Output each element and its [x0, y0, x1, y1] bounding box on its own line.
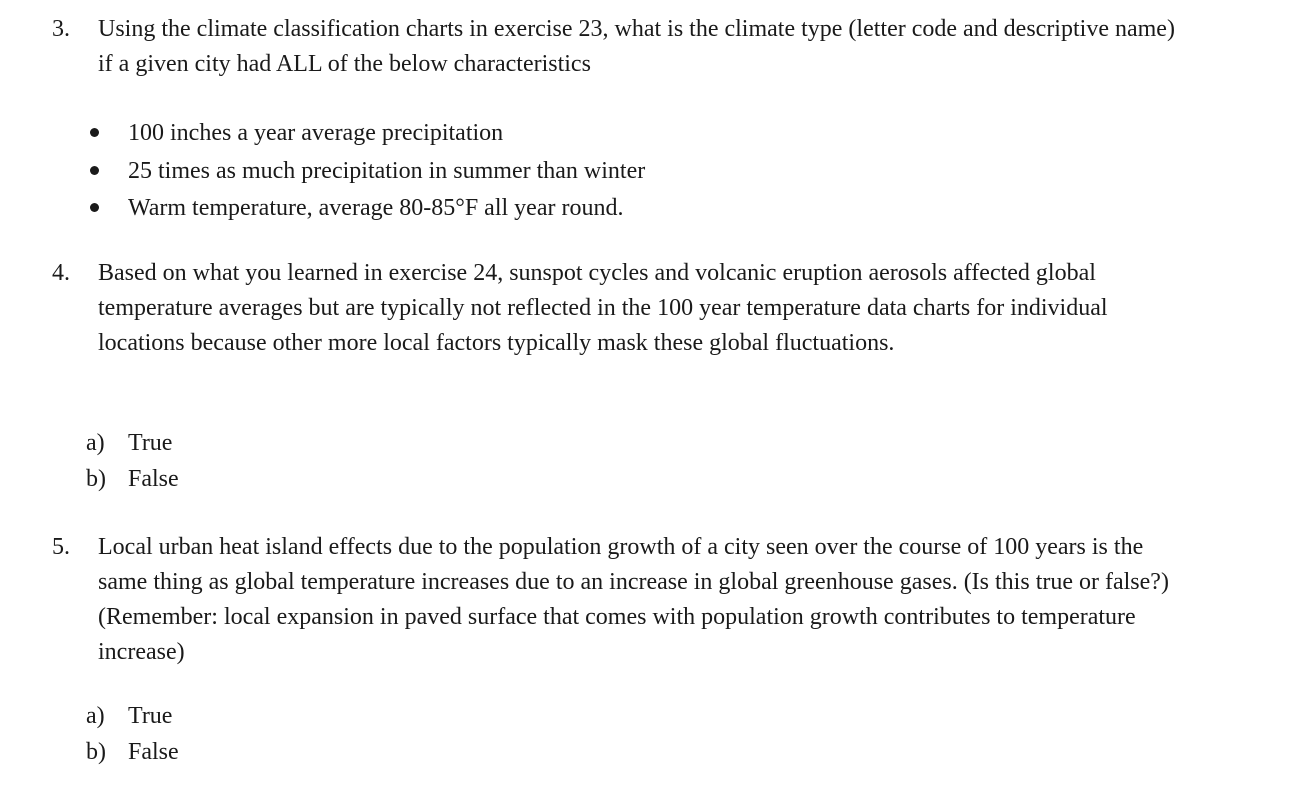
list-item: [90, 115, 645, 153]
option-letter: b): [86, 466, 106, 492]
list-item: [90, 190, 645, 228]
characteristics-list: [90, 115, 645, 228]
bullet-icon: [90, 203, 99, 212]
answer-options: [86, 425, 179, 497]
question-number: 3.: [52, 16, 70, 42]
option-label: False: [128, 739, 179, 765]
bullet-icon: [90, 166, 99, 175]
answer-option-true[interactable]: [86, 425, 179, 461]
question-3: [52, 12, 1252, 82]
question-text: Based on what you learned in exercise 24, sunspot cycles and volcanic eruption aerosols affected global temperature averages but are typically not reflected in the 100 year temperature data charts for individual locations because other more local factors typically mask these global fluctuations.: [98, 260, 1108, 356]
option-letter: a): [86, 703, 105, 729]
list-item-text: Warm temperature, average 80-85°F all year round.: [128, 195, 624, 221]
bullet-icon: [90, 128, 99, 137]
question-number: 5.: [52, 534, 70, 560]
answer-options: [86, 698, 179, 770]
question-5: [52, 530, 1252, 670]
option-label: False: [128, 466, 179, 492]
list-item: [90, 153, 645, 191]
question-4: [52, 256, 1252, 361]
question-text: Using the climate classification charts in exercise 23, what is the climate type (letter code and descriptive name) if a given city had ALL of the below characteristics: [98, 16, 1175, 77]
option-letter: b): [86, 739, 106, 765]
answer-option-false[interactable]: [86, 734, 179, 770]
option-label: True: [128, 430, 173, 456]
option-letter: a): [86, 430, 105, 456]
question-text: Local urban heat island effects due to the population growth of a city seen over the course of 100 years is the same thing as global temperature increases due to an increase in global greenhouse gases. (Is this true or false?) (Remember: local expansion in paved surface that comes with population growth contributes to temperature increase): [98, 534, 1169, 665]
question-number: 4.: [52, 260, 70, 286]
list-item-text: 25 times as much precipitation in summer than winter: [128, 157, 646, 184]
option-label: True: [128, 703, 173, 729]
list-item-text: 100 inches a year average precipitation: [128, 120, 504, 146]
answer-option-true[interactable]: [86, 698, 179, 734]
answer-option-false[interactable]: [86, 461, 179, 497]
